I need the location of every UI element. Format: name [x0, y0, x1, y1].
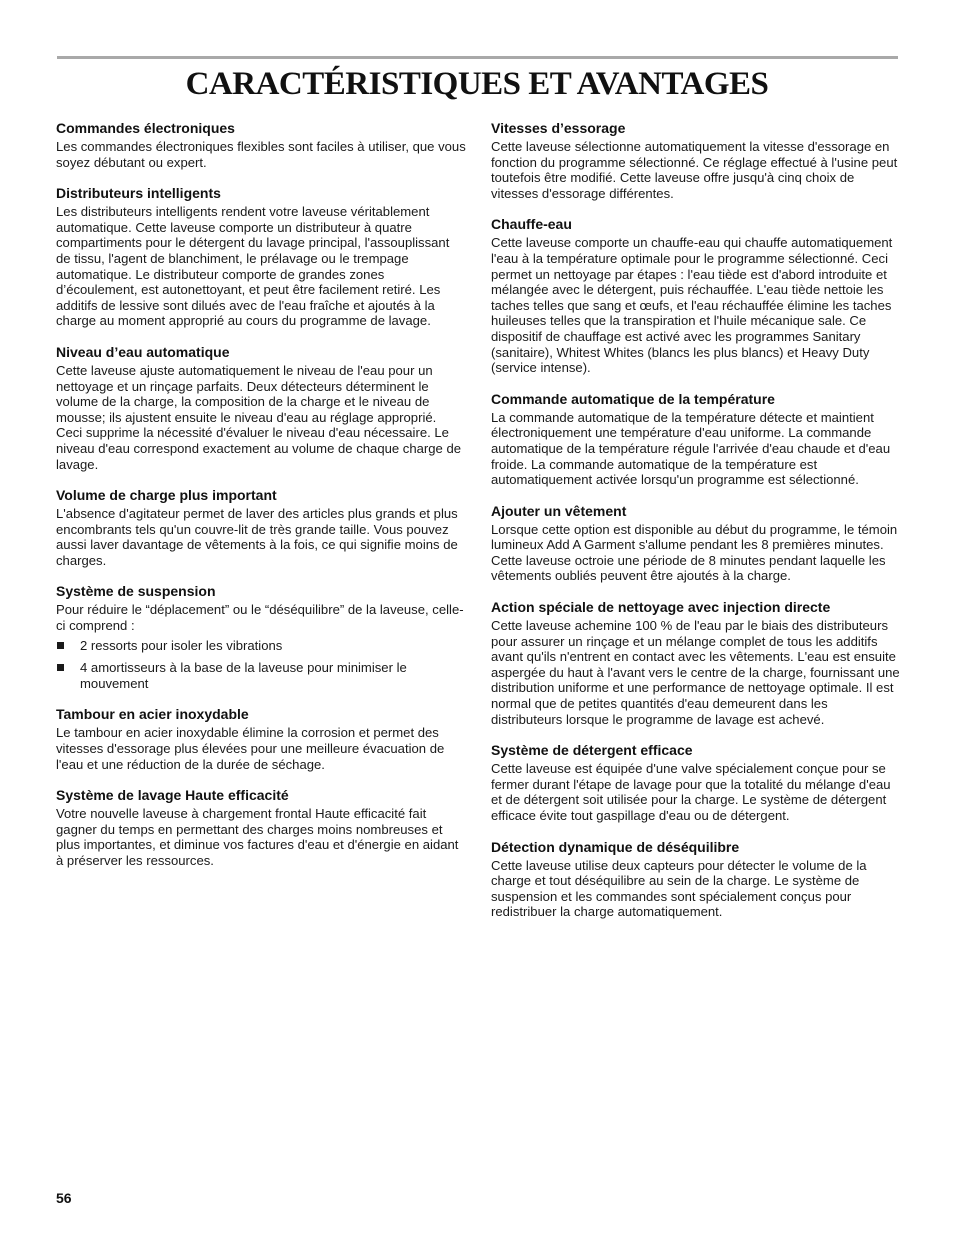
section-heading: Chauffe-eau — [491, 216, 572, 233]
section-heading: Volume de charge plus important — [56, 487, 277, 504]
section-body: Les distributeurs intelligents rendent votre laveuse véritablement automatique. Cette laveuse comporte un distributeur à quatre compartiments pour le détergent du lavage principal, l'assouplissant de tissu, l'agent de blanchiment, le prélavage ou le trempage automatique. Le distributeur comporte de grandes zones d’écoulement, est autonettoyant, et peut être facilement retiré. Les additifs de lessive sont dilués avec de l'eau fraîche et ajoutés à la charge au moment approprié au cours du programme de lavage. — [56, 204, 450, 329]
section-heading: Détection dynamique de déséquilibre — [491, 838, 740, 855]
section-heading: Tambour en acier inoxydable — [56, 706, 249, 723]
section-action-speciale-nettoyage — [491, 599, 901, 727]
section-body: Cette laveuse sélectionne automatiquement la vitesse d'essorage en fonction du programme sélectionné. Ce réglage effectué à l'usine peut toutefois être modifié. Cette laveuse offre jusqu'à cinq choix de vitesses d'essorage différentes. — [491, 139, 898, 201]
section-heading: Système de détergent efficace — [491, 742, 693, 759]
section-body: Cette laveuse ajuste automatiquement le niveau de l'eau pour un nettoyage et un rinçage parfaits. Deux détecteurs déterminent le volume de la charge, la composition de la charge et le niveau de mousse; ils ajustent ensuite le niveau d'eau au réglage approprié. Ceci supprime la nécessité d'évaluer le niveau d'eau nécessaire. Le niveau d'eau correspond exactement au volume de chaque charge de lavage. — [56, 362, 462, 472]
section-body: Lorsque cette option est disponible au début du programme, le témoin lumineux Add A Garment s'allume pendant les 8 premières minutes. Cette laveuse octroie une période de 8 minutes pendant laquelle les vêtements oubliés peuvent être ajoutés à la charge. — [491, 521, 898, 584]
section-body: Cette laveuse comporte un chauffe-eau qui chauffe automatiquement l'eau à la température optimale pour le programme sélectionné. Ceci permet un nettoyage par étapes : l'eau tiède est d'abord introduite et mélangée avec le détergent, puis réchauffée. L'eau tiède nettoie les taches telles que sang et œufs, et l'eau réchauffée élimine les taches huileuses telles que la transpiration et l'huile mécanique sale. Ce dispositif de chauffage est activé avec les programmes Sanitary (sanitaire), Whitest Whites (blancs les plus blancs) et Heavy Duty (service intense). — [491, 235, 893, 376]
square-bullet-icon — [57, 642, 64, 649]
left-column — [56, 120, 466, 884]
square-bullet-icon — [57, 664, 64, 671]
section-body: Cette laveuse est équipée d'une valve spécialement conçue pour se fermer durant l'étape de lavage pour que la totalité du mélange d'eau et de détergent soit utilisée pour la charge. Le système de détergent efficace évite tout gaspillage d'eau ou de détergent. — [491, 761, 891, 823]
section-commande-automatique-temperature — [491, 391, 901, 488]
section-heading: Distributeurs intelligents — [56, 185, 221, 202]
section-heading: Commande automatique de la température — [491, 390, 775, 407]
section-systeme-detergent-efficace — [491, 742, 901, 823]
section-distributeurs-intelligents — [56, 185, 466, 329]
section-body: Cette laveuse achemine 100 % de l'eau par le biais des distributeurs pour assurer un rinçage et un mélange complet de tous les additifs avant qu'ils n'entrent en contact avec les vêtements. L'eau est ensuite aspergée du haut à l'avant vers le centre de la charge, fournissant une distribution uniforme et une performance de nettoyage optimale. Il est normal que de petites quantités d'eau demeurent dans les distributeurs lorsque le programme de lavage est achevé. — [491, 618, 900, 727]
section-body: Le tambour en acier inoxydable élimine la corrosion et permet des vitesses d'essorage plus élevées pour une meilleure évacuation de l'eau et une réduction de la durée de séchage. — [56, 725, 445, 772]
right-column — [491, 120, 901, 935]
section-detection-dynamique-desequilibre — [491, 839, 901, 920]
section-vitesses-essorage — [491, 120, 901, 201]
bullet-text: 4 amortisseurs à la base de la laveuse pour minimiser le mouvement — [80, 660, 407, 691]
section-body: Pour réduire le “déplacement” ou le “déséquilibre” de la laveuse, celle-ci comprend : — [56, 602, 464, 634]
section-ajouter-un-vetement — [491, 503, 901, 584]
section-systeme-de-suspension — [56, 583, 466, 691]
section-systeme-lavage-haute-efficacite — [56, 787, 466, 868]
section-heading: Système de lavage Haute efficacité — [56, 787, 289, 804]
section-volume-de-charge — [56, 487, 466, 568]
bullet-item — [56, 660, 466, 691]
section-body: La commande automatique de la température détecte et maintient électroniquement une température d'eau uniforme. La commande automatique de la température régule l'arrivée d'eau chaude et d'eau froide. La commande automatique de la température est automatiquement activée lorsqu'un programme est sélectionné. — [491, 409, 891, 488]
page-number: 56 — [56, 1190, 72, 1206]
section-heading: Vitesses d’essorage — [491, 120, 626, 136]
section-heading: Commandes électroniques — [56, 120, 235, 136]
section-chauffe-eau — [491, 216, 901, 375]
section-commandes-electroniques — [56, 120, 466, 170]
section-body: Cette laveuse utilise deux capteurs pour détecter le volume de la charge et tout déséquilibre au sein de la charge. Le système de suspension et les commandes sont spécialement conçus pour redistribuer la charge automatiquement. — [491, 857, 867, 920]
section-heading: Action spéciale de nettoyage avec injection directe — [491, 599, 831, 616]
section-body: L'absence d'agitateur permet de laver des articles plus grands et plus encombrants tels qu'un couvre-lit de très grande taille. Vous pouvez aussi laver davantage de vêtements à la fois, ce qui signifie moins de charges. — [56, 506, 458, 568]
bullet-item — [56, 638, 466, 654]
section-niveau-eau-automatique — [56, 344, 466, 472]
section-heading: Niveau d’eau automatique — [56, 343, 230, 360]
section-tambour-acier-inoxydable — [56, 706, 466, 772]
page-title: CARACTÉRISTIQUES ET AVANTAGES — [185, 66, 769, 102]
section-body: Votre nouvelle laveuse à chargement frontal Haute efficacité fait gagner du temps en permettant des charges moins nombreuses et plus importantes, et diminue vos factures d'eau et d'énergie en aidant à préserver les ressources. — [56, 806, 459, 868]
top-rule — [57, 56, 898, 59]
bullet-list — [56, 638, 466, 692]
section-heading: Système de suspension — [56, 583, 216, 600]
section-body: Les commandes électroniques flexibles sont faciles à utiliser, que vous soyez débutant ou expert. — [56, 139, 466, 170]
section-heading: Ajouter un vêtement — [491, 502, 627, 519]
bullet-text: 2 ressorts pour isoler les vibrations — [80, 637, 283, 653]
